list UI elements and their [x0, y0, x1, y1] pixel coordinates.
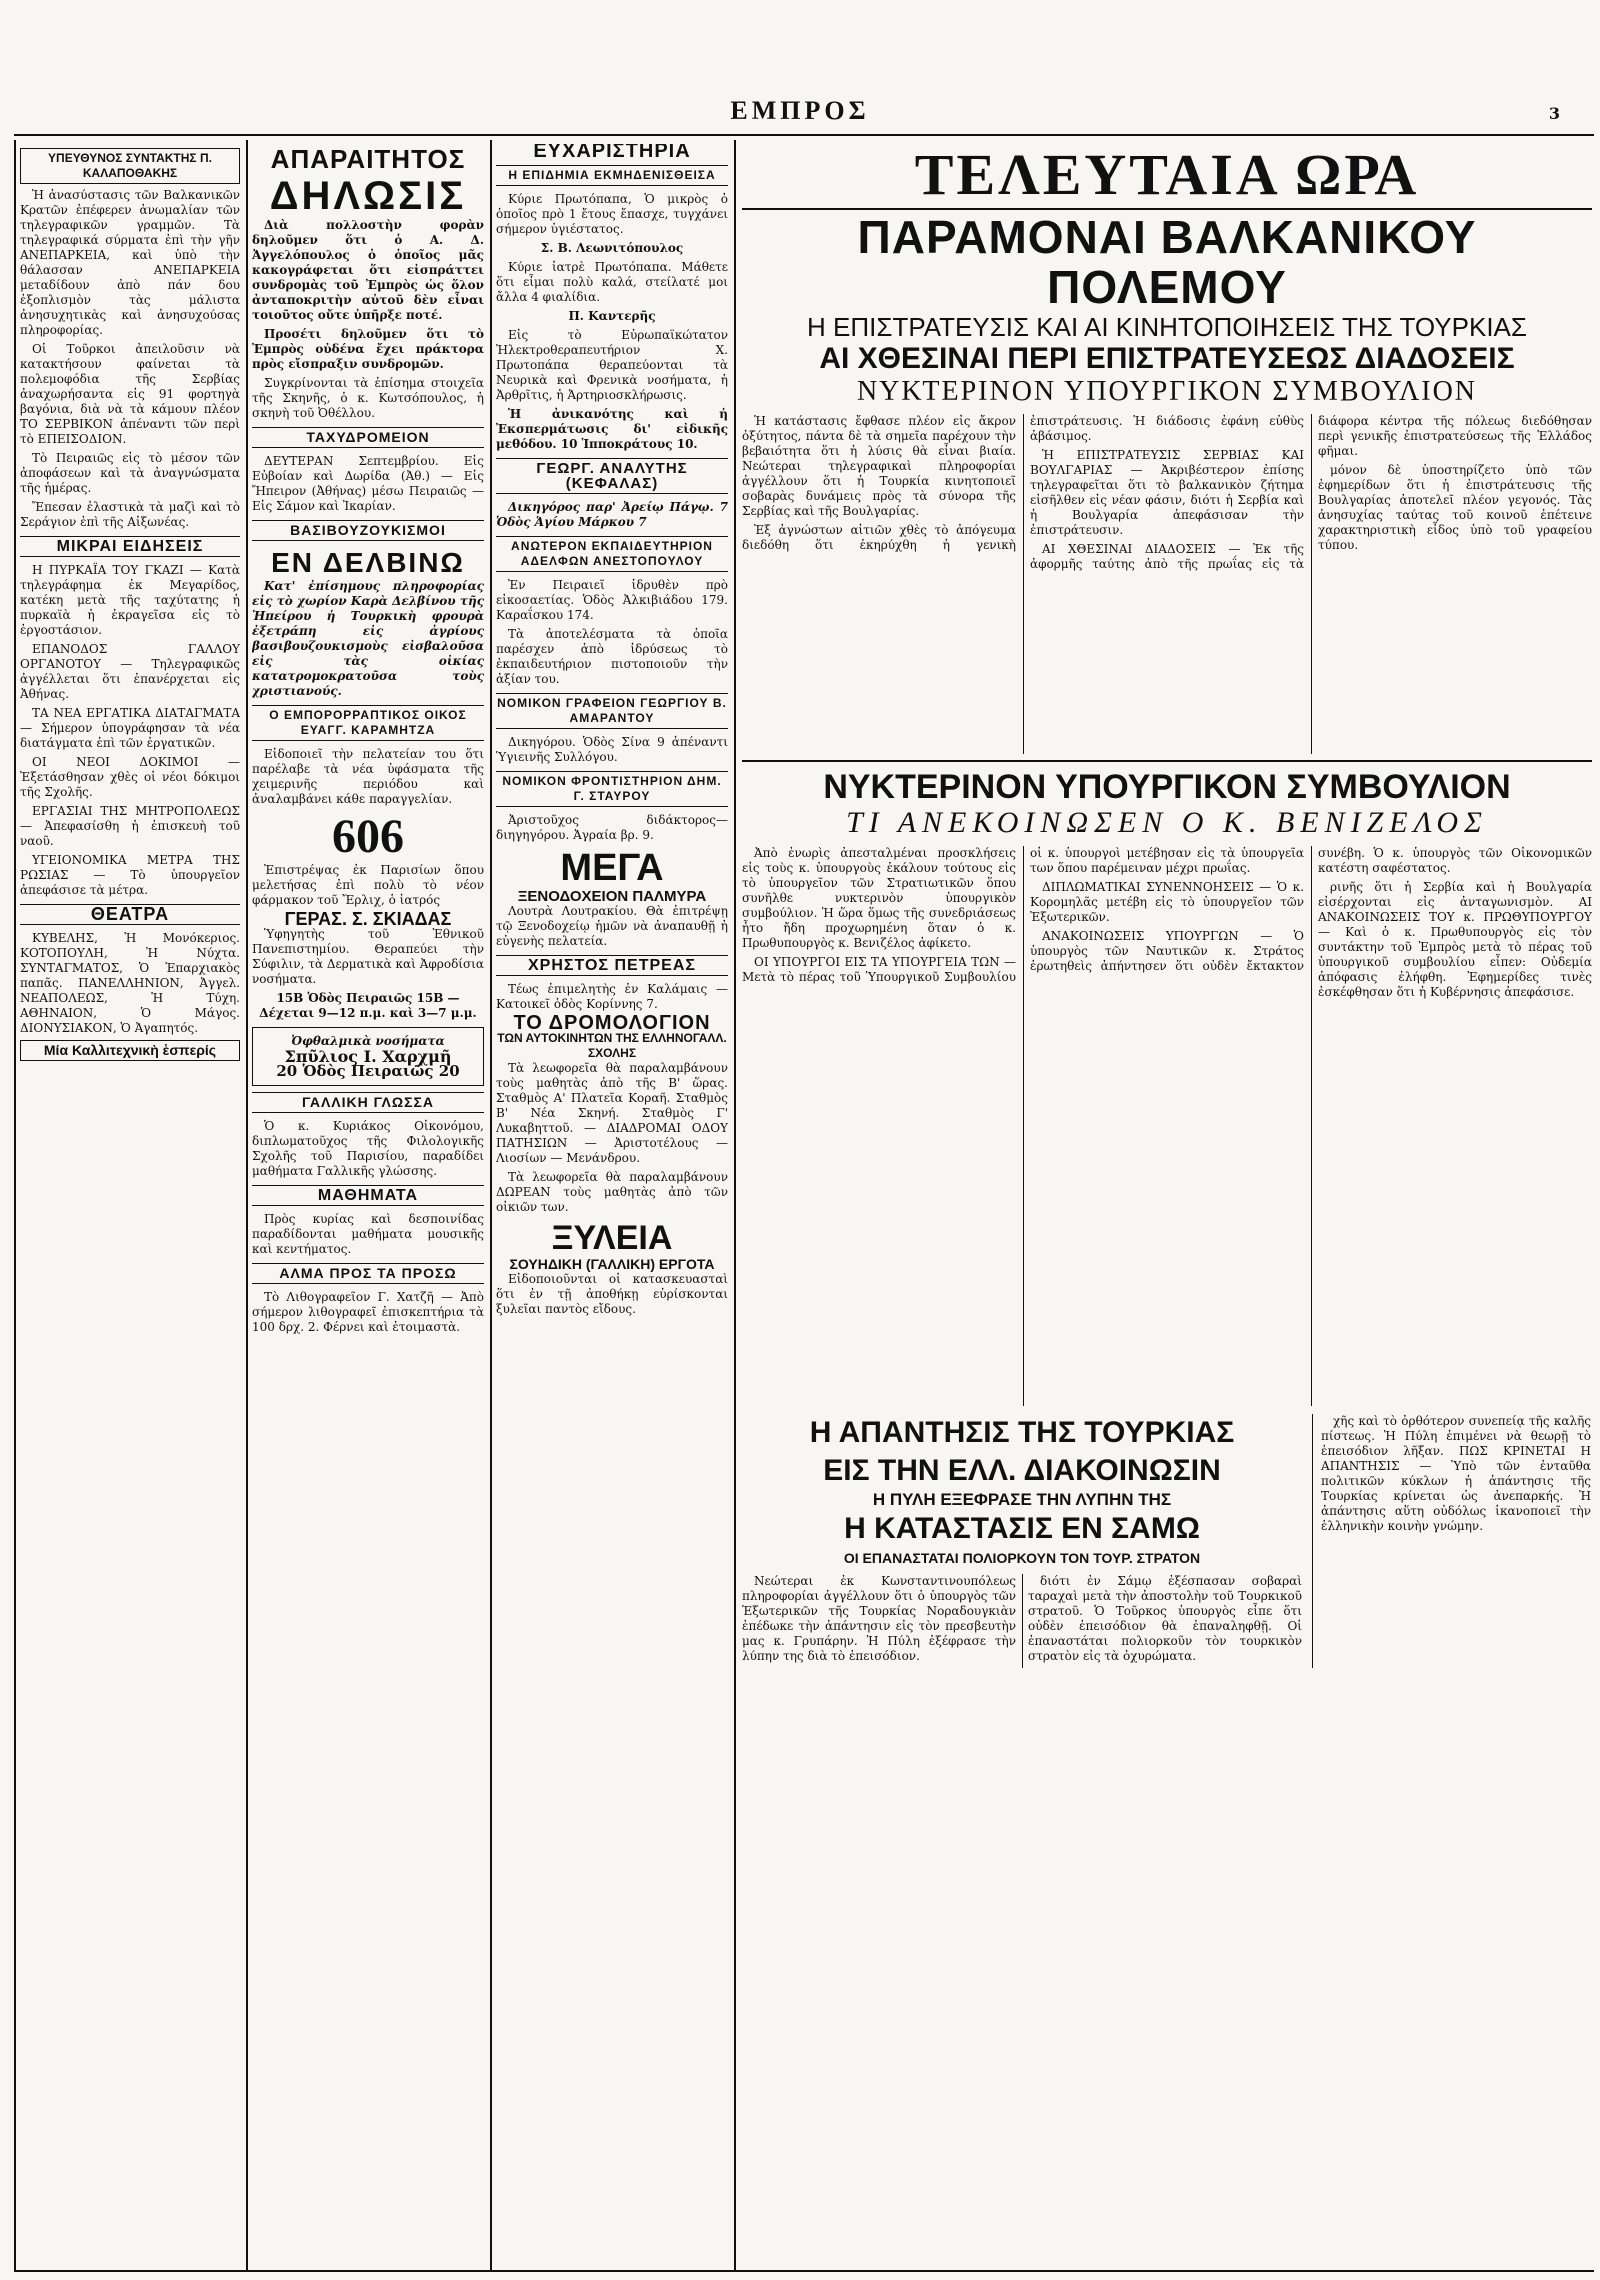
col1-m2: ΕΠΑΝΟΔΟΣ ΓΑΛΛΟΥ ΟΡΓΑΝΟΤΟΥ — Τηλεγραφικῶς ἀγγέλλεται ὅτι ἐπανέρχεται εἰς Ἀθήνας. [20, 642, 240, 701]
col-divider-2 [490, 140, 492, 2270]
box-title: Ὀφθαλμικὰ νοσήματα [291, 1034, 445, 1048]
ad-606-name: ΓΕΡΑΣ. Σ. ΣΚΙΑΔΑΣ [284, 909, 452, 929]
col2-math-p: Πρὸς κυρίας καὶ δεσποινίδας παραδίδονται μαθήματα μουσικῆς καὶ κεντήματος. [252, 1212, 484, 1256]
col3-mega-p: Λουτρὰ Λουτρακίου. Θὰ ἐπιτρέψῃ τῷ Ξενοδοχείῳ ἡμῶν νὰ ἀναπαυθῇ ἡ εὐγενὴς πελατεία. [496, 904, 728, 948]
headline-benizelos: ΤΙ ΑΝΕΚΟΙΝΩΣΕΝ Ο Κ. ΒΕΝΙΖΕΛΟΣ [846, 806, 1488, 839]
right-b1: Ἡ κατάστασις ἔφθασε πλέον εἰς ἄκρον ὀξύτητος, πάντα δὲ τὰ σημεῖα παρέχουν τὴν βεβαιότητα ὅτι ἡ λύσις θὰ εἶναι βιαία. Νεώτεραι τηλεγραφικαὶ πληροφορίαι ἀγγέλλουν ὅτι ἡ Τουρκία κινητοποιεῖ σοβαρὰς δυνάμεις πρὸς τὰ σύνορα τῆς Σερβίας καὶ τῆς Βουλγαρίας. [742, 414, 1016, 518]
page-mark: 3 [1548, 104, 1560, 123]
section-taxydromeion: ΤΑΧΥΔΡΟΜΕΙΟΝ [252, 427, 484, 448]
col3-eyx-p1: Κύριε Πρωτόπαπα, Ὁ μικρὸς ὁ ὁποῖος πρὸ 1 ἔτους ἔπασχε, τυγχάνει σήμερον ὑγιέστατος. [496, 192, 728, 236]
headline-nykterinon-1: ΝΥΚΤΕΡΙΝΟΝ ΥΠΟΥΡΓΙΚΟΝ ΣΥΜΒΟΥΛΙΟΝ [856, 376, 1478, 407]
col2-p1: Διὰ πολλοστὴν φορὰν δηλοῦμεν ὅτι ὁ Α. Δ. Ἀγγελόπουλος ὁ ὁποῖος μᾶς κακογράφεται ὅτι εἰσπράττει συνδρομὰς τοῦ Ἐμπρὸς ὡς ὅλον ἀνταποκριτὴν αὐτοῦ δὲν εἶναι τοιοῦτος οὔτε ὑπῆρξε ποτέ. [252, 218, 484, 322]
masthead [0, 96, 1600, 132]
col2-title2: ΔΗΛΩΣΙΣ [269, 174, 467, 218]
col3-drom-p2: Τὰ λεωφορεῖα θὰ παραλαμβάνουν ΔΩΡΕΑΝ τοὺς μαθητὰς ἀπὸ τῶν οἰκιῶν των. [496, 1170, 728, 1214]
col2-gal-p: Ὁ κ. Κυριάκος Οἰκονόμου, διπλωματοῦχος τῆς Φιλολογικῆς Σχολῆς τοῦ Παρισίου, παραδίδει μαθήματα Γαλλικῆς γλώσσης. [252, 1119, 484, 1178]
col3-nom1-p: Δικηγόρου. Ὁδὸς Σίνα 9 ἀπέναντι Ὑγιεινῆς Συλλόγου. [496, 735, 728, 764]
section-dromologion: ΤΟ ΔΡΟΜΟΛΟΓΙΟΝ [513, 1012, 711, 1034]
section-mathimata: ΜΑΘΗΜΑΤΑ [252, 1185, 484, 1206]
masthead-title: ΕΜΠΡΟΣ [730, 96, 870, 125]
col2-ad606-p: Ἐπιστρέψας ἐκ Παρισίων ὅπου μελετήσας ἐπὶ πολὺ τὸ νέον φάρμακον τοῦ Ἔρλιχ, ὁ ἰατρός [252, 863, 484, 907]
ad-mega-sub: ΞΕΝΟΔΟΧΕΙΟΝ ΠΑΛΜΥΡΑ [517, 888, 707, 905]
ad-anestopoulou: ΑΝΩΤΕΡΟΝ ΕΚΠΑΙΔΕΥΤΗΡΙΟΝ ΑΔΕΛΦΩΝ ΑΝΕΣΤΟΠΟΥΛΟΥ [496, 536, 728, 572]
column-1 [20, 144, 240, 2264]
headline-pyli: Η ΠΥΛΗ ΕΞΕΦΡΑΣΕ ΤΗΝ ΛΥΠΗΝ ΤΗΣ [872, 1490, 1172, 1509]
right-d2: διότι ἐν Σάμῳ ἐξέσπασαν σοβαραὶ ταραχαὶ μετὰ τὴν ἀποστολὴν τοῦ Τουρκικοῦ στρατοῦ. Ὁ Τοῦρκος ὑπουργὸς εἶπε ὅτι οὐδὲν ἐπεισόδιον θὰ ἐπαναληφθῇ. Οἱ ἐπαναστάται πολιορκοῦν τὸν τουρκικὸν στρατὸν εἰς τὰ ὀχυρώματα. [1028, 1574, 1302, 1663]
right-b4: ΑΙ ΧΘΕΣΙΝΑΙ ΔΙΑΔΟΣΕΙΣ — Ἐκ τῆς ἀφορμῆς ταύτης ἀπὸ τῆς πρωΐας εἰς τὰ διάφορα κέντρα τῆς πόλεως διεδόθησαν περὶ γενικῆς ἐπιστρατεύσεως τῆς Ἑλλάδος φῆμαι. [1030, 414, 1592, 571]
col1-p4: Ἔπεσαν ἐλαστικὰ τὰ μαζὶ καὶ τὸ Σεράγιον ἐπὶ τῆς Αἰξωνέας. [20, 500, 240, 529]
col2-taxydr: ΔΕΥΤΕΡΑΝ Σεπτεμβρίου. Εἰς Εὐβοίαν καὶ Δωρίδα (Ἀθ.) — Εἰς Ἤπειρον (Ἀθήνας) μέσω Πειραιῶς — Εἰς Σάμον καὶ Ἰκαρίαν. [252, 454, 484, 513]
section-1-columns [742, 414, 1592, 754]
col3-petr-p: Τέως ἐπιμελητὴς ἐν Καλάμαις — Κατοικεῖ ὁδὸς Κορίννης 7. [496, 982, 728, 1011]
col2-bas-p: Κατ' ἐπίσημους πληροφορίας εἰς τὸ χωρίον Καρὰ Δελβίνου τῆς Ἠπείρου ἡ Τουρκικὴ φρουρὰ ἐξετράπη εἰς ἀγρίους βασιβουζουκισμοὺς εἰσβαλοῦσα εἰς τὰς οἰκίας κατατρομοκρατοῦσα τοὺς χριστιανούς. [252, 579, 484, 698]
right-d3: χῆς καὶ τὸ ὀρθότερον συνεπείᾳ τῆς καλῆς πίστεως. Ἡ Πύλη ἐπιμένει νὰ θεωρῇ τὸ ἐπεισόδιον λῆξαν. ΠΩΣ ΚΡΙΝΕΤΑΙ Η ΑΠΑΝΤΗΣΙΣ — Ὑπὸ τῶν ἐνταῦθα πολιτικῶν κύκλων ἡ ἀπάντησις τῆς Τουρκίας κρίνεται ὡς ἀνεπαρκής. Ἡ ἀπάντησις αὕτη οὐδόλως ἱκανοποιεῖ τὴν ἑλληνικὴν κοινὴν γνώμην. [1321, 1414, 1591, 1533]
col-divider-3 [734, 140, 736, 2270]
ad-analytis: ΓΕΩΡΓ. ΑΝΑΛΥΤΗΣ (ΚΕΦΑΛΑΣ) [496, 458, 728, 494]
col3-eyx-sig1: Σ. Β. Λεωνιτόπουλος [540, 241, 684, 255]
col2-title1: ΑΠΑΡΑΙΤΗΤΟΣ [270, 144, 466, 174]
col2-p2: Προσέτι δηλοῦμεν ὅτι τὸ Ἐμπρὸς οὐδένα ἔχει πράκτορα πρὸς εἴσπραξιν συνδρομῶν. [252, 327, 484, 371]
box-addr: 20 Ὁδὸς Πειραιῶς 20 [276, 1062, 460, 1080]
col2-bas-title: ΕΝ ΔΕΛΒΙΝΩ [271, 547, 465, 578]
col3-eyx-sub: Η ΕΠΙΔΗΜΙΑ ΕΚΜΗΔΕΝΙΣΘΕΙΣΑ [496, 165, 728, 186]
ad-petreas: ΧΡΗΣΤΟΣ ΠΕΤΡΕΑΣ [496, 955, 728, 976]
col3-eyx: ΕΥΧΑΡΙΣΤΗΡΙΑ [533, 144, 691, 162]
headline-teleftaia-ora: ΤΕΛΕΥΤΑΙΑ ΩΡΑ [914, 144, 1420, 207]
headline-epanastatai: ΟΙ ΕΠΑΝΑΣΤΑΤΑΙ ΠΟΛΙΟΡΚΟΥΝ ΤΟΝ ΤΟΥΡ. ΣΤΡΑΤΟΝ [843, 1550, 1201, 1566]
col1-m6: ΥΓΕΙΟΝΟΜΙΚΑ ΜΕΤΡΑ ΤΗΣ ΡΩΣΙΑΣ — Τὸ ὑπουργεῖον ἀπεφάσισε τὰ μέτρα. [20, 853, 240, 897]
headline-epistrateusis: Η ΕΠΙΣΤΡΑΤΕΥΣΙΣ ΚΑΙ ΑΙ ΚΙΝΗΤΟΠΟΙΗΣΕΙΣ ΤΗΣ ΤΟΥΡΚΙΑΣ [807, 312, 1527, 342]
box-name: Σπῦλιος Ι. Χαρχμῆ [284, 1047, 452, 1066]
right-d1: Νεώτεραι ἐκ Κωνσταντινουπόλεως πληροφορίαι ἀγγέλλουν ὅτι ὁ ὑπουργὸς τῶν Ἐξωτερικῶν τῆς Τουρκίας Νοραδουγκιὰν ἐπέδωκε τὴν ἀπάντησιν εἰς τὸν πρεσβευτὴν μας κ. Γρυπάρην. Ἡ Πύλη ἐξέφρασε τὴν λύπην της διὰ τὸ ἐπεισόδιον. [742, 1574, 1016, 1663]
section-theatra: ΘΕΑΤΡΑ [20, 904, 240, 925]
col3-nom2-p: Ἀριστοῦχος διδάκτορος—διηγηγόρου. Ἀγραία βρ. 9. [496, 813, 728, 842]
col2-emp-p: Εἰδοποιεῖ τὴν πελατείαν του ὅτι παρέλαβε τὰ νέα ὑφάσματα τῆς χειμερινῆς περιόδου καὶ ἀναλαμβάνει κάθε παραγγελίαν. [252, 747, 484, 806]
right-c1: Ἀπὸ ἐνωρὶς ἀπεσταλμέναι προσκλήσεις εἰς τοὺς κ. ὑπουργοὺς ἐκάλουν τούτους εἰς τὸ ὑπουργεῖον τῶν Στρατιωτικῶν ὅπου συνῆλθε νυκτερινὸν ὑπουργικὸν συμβούλιον. Ἡ ὥρα ὅμως τῆς συνεδριάσεως ἦτο ἤδη προχωρημένη ὅταν ὁ κ. Πρωθυπουργὸς κ. Βενιζέλος ἀφίκετο. [742, 846, 1016, 950]
col1-m4: ΟΙ ΝΕΟΙ ΔΟΚΙΜΟΙ — Ἐξετάσθησαν χθὲς οἱ νέοι δόκιμοι τῆς Σχολῆς. [20, 755, 240, 799]
headline-nykterinon-2: ΝΥΚΤΕΡΙΝΟΝ ΥΠΟΥΡΓΙΚΟΝ ΣΥΜΒΟΥΛΙΟΝ [823, 768, 1511, 806]
right-c3: ΔΙΠΛΩΜΑΤΙΚΑΙ ΣΥΝΕΝΝΟΗΣΕΙΣ — Ὁ κ. Κορομηλᾶς μετέβη εἰς τὸ ὑπουργεῖον τῶν Ἐξωτερικῶν. [1030, 880, 1304, 924]
right-c4: ΑΝΑΚΟΙΝΩΣΕΙΣ ΥΠΟΥΡΓΩΝ — Ὁ ὑπουργὸς τῶν Ναυτικῶν κ. Στράτος ἐρωτηθεὶς ἀπήντησεν ὅτι οὐδὲν ἔκτακτον συνέβη. Ὁ κ. ὑπουργὸς τῶν Οἰκονομικῶν κατέστη σαφέστατος. [1030, 846, 1592, 973]
section-galliki-glossa: ΓΑΛΛΙΚΗ ΓΛΩΣΣΑ [252, 1092, 484, 1113]
column-2 [252, 144, 484, 2264]
dromologion-sub: ΤΩΝ ΑΥΤΟΚΙΝΗΤΩΝ ΤΗΣ ΕΛΛΗΝΟΓΑΛΛ. ΣΧΟΛΗΣ [497, 1031, 727, 1060]
section-mikrai-eidiseis: ΜΙΚΡΑΙ ΕΙΔΗΣΕΙΣ [20, 536, 240, 557]
turkey-answer-block [742, 1414, 1302, 1668]
col2-p3: Συγκρίνονται τὰ ἐπίσημα στοιχεῖα τῆς Σκηνῆς, ὁ κ. Κωτσόπουλος, ἡ σκηνὴ τοῦ Ὀθέλλου. [252, 376, 484, 420]
headline-apantisis: Η ΑΠΑΝΤΗΣΙΣ ΤΗΣ ΤΟΥΡΚΙΑΣ [809, 1416, 1235, 1449]
col3-anest-p: Ἐν Πειραιεῖ ἱδρυθὲν πρὸ εἰκοσαετίας. Ὁδὸς Ἀλκιβιάδου 179. Καραΐσκου 174. [496, 578, 728, 622]
right-b3: Ἡ ΕΠΙΣΤΡΑΤΕΥΣΙΣ ΣΕΡΒΙΑΣ ΚΑΙ ΒΟΥΛΓΑΡΙΑΣ — Ἀκριβέστερον ἐπίσης τηλεγραφεῖται ὅτι τὸ βαλκανικὸν ζήτημα εἰσῆλθεν εἰς νέαν φάσιν, διότι ἡ Σερβία καὶ ἡ Βουλγαρία ἀπεφάσισαν τὴν ἐπιστράτευσιν. [1030, 448, 1304, 537]
ad-mega: ΜΕΓΑ [560, 847, 664, 889]
col1-lead: Ἡ ἀνασύστασις τῶν Βαλκανικῶν Κρατῶν ἐπέφερεν ἀνωμαλίαν τῶν τηλεγραφικῶν γραμμῶν. Τὰ τηλεγραφικά σύρματα ἐπὶ τὴν γῆν ΑΝΕΠΑΡΚΕΙΑ, καὶ ὑπὸ τὴν θάλασσαν ΑΝΕΠΑΡΚΕΙΑ μεταδίδουν ἀπὸ πάν δου ἐξοπλισμὸν τὰς μάλιστα ἀνησυχητικὰς καὶ ἀνησυχούσας πληροφορίας. [20, 188, 240, 337]
section-2-columns [742, 846, 1592, 1406]
ad-xyleia: ΞΥΛΕΙΑ [551, 1219, 673, 1257]
ad-nomikon-1: ΝΟΜΙΚΟΝ ΓΡΑΦΕΙΟΝ ΓΕΩΡΓΙΟΥ Β. ΑΜΑΡΑΝΤΟΥ [496, 693, 728, 729]
col1-m1: Η ΠΥΡΚΑΪΑ ΤΟΥ ΓΚΑΖΙ — Κατὰ τηλεγράφημα ἐκ Μεγαρίδος, κατέκη μετὰ τῆς ταχύτατης ἡ πυρκαϊὰ ἡ ἐκραγεῖσα εἰς τὸ ἐργοστάσιον. [20, 563, 240, 637]
top-rule [14, 134, 1594, 136]
right-c5: ρινῆς ὅτι ἡ Σερβία καὶ ἡ Βουλγαρία εἰσέρχονται εἰς ἀνταγωνισμὸν. ΑΙ ΑΝΑΚΟΙΝΩΣΕΙΣ ΤΟΥ κ. ΠΡΩΘΥΠΟΥΡΓΟΥ — Καὶ ὁ κ. Πρωθυπουργὸς εἰς τὸν συντάκτην τοῦ Ἐμπρὸς μετὰ τὸ πέρας τοῦ ὑπουργικοῦ συμβουλίου εἶπεν: Οὐδεμία ἀπόφασις ἐλήφθη. Ἐφημερίδες τινὲς ἐσκέφθησαν ὅτι ἡ Κυβέρνησις ἀπεφάσισε. [1318, 880, 1592, 999]
col3-drom-p: Τὰ λεωφορεῖα θὰ παραλαμβάνουν τοὺς μαθητὰς ἀπὸ τῆς Β' ὥρας. Σταθμὸς Α' Πλατεῖα Κοραῆ. Σταθμὸς Β' Νέα Σκηνή. Σταθμὸς Γ' Λυκαβηττοῦ. — ΔΙΑΔΡΟΜΑΙ ΟΔΟΥ ΠΑΤΗΣΙΩΝ — Ἀριστοτέλους — Λιοσίων — Μενάνδρου. [496, 1061, 728, 1165]
col1-m3: ΤΑ ΝΕΑ ΕΡΓΑΤΙΚΑ ΔΙΑΤΑΓΜΑΤΑ — Σήμερον ὑπογράφησαν τὰ νέα διατάγματα ἐπὶ τῶν ἐργατικῶν. [20, 706, 240, 750]
col1-p3: Τὸ Πειραιῶς εἰς τὸ μέσον τῶν ἀποφάσεων καὶ τὰ ἀναγνώσματα τῆς ἡμέρας. [20, 451, 240, 495]
right-c2: ΟΙ ΥΠΟΥΡΓΟΙ ΕΙΣ ΤΑ ΥΠΟΥΡΓΕΙΑ ΤΩΝ — Μετὰ τὸ πέρας τοῦ Ὑπουργικοῦ Συμβουλίου οἱ κ. ὑπουργοὶ μετέβησαν εἰς τὰ ὑπουργεῖα των ὅπου παρέμειναν μέχρι πρωΐας. [742, 846, 1304, 984]
column-3 [496, 144, 728, 2264]
section-basibouzoukismoi: ΒΑΣΙΒΟΥΖΟΥΚΙΣΜΟΙ [252, 520, 484, 541]
col3-eyx-p4: Ἡ ἀνικανότης καὶ ἡ Ἐκσπερμάτωσις δι' εἰδικῆς μεθόδου. 10 Ἱπποκράτους 10. [496, 407, 728, 451]
col1-theatra: ΚΥΒΕΛΗΣ, Ἡ Μονόκεριος. ΚΟΤΟΠΟΥΛΗ, Ἡ Νύχτα. ΣΥΝΤΑΓΜΑΤΟΣ, Ὁ Ἐπαρχιακὸς παπᾶς. ΠΑΝΕΛΛΗΝΙΟΝ, Ἀγγελ. ΝΕΑΠΟΛΕΩΣ, Ἡ Τύχη. ΑΘΗΝΑΙΟΝ, Ὁ Μάγος. ΔΙΟΝΥΣΙΑΚΟΝ, Ὁ Ἀγαπητός. [20, 931, 240, 1035]
turkey-columns [742, 1574, 1302, 1668]
editor-label: ΥΠΕΥΘΥΝΟΣ ΣΥΝΤΑΚΤΗΣ Π. ΚΑΛΑΠΟΘΑΚΗΣ [20, 148, 240, 184]
col2-ad606-addr: 15Β Ὁδὸς Πειραιῶς 15Β — Δέχεται 9—12 π.μ. καὶ 3—7 μ.μ. [259, 991, 477, 1020]
right-b5: μόνον δὲ ὑποστηρίζετο ὑπὸ τῶν ἐφημερίδων ὅτι ἡ ἐπιστράτευσις τῆς Βουλγαρίας ἀποτελεῖ πλέον γεγονός. Τὰς ἀνησυχίας ταύτας τοῦ κοινοῦ ἐπέτεινε χαρακτηριστικὴ εἶδος ὑπὸ τοῦ γραφείου τύπου. [1318, 463, 1592, 552]
headline-samos: Η ΚΑΤΑΣΤΑΣΙΣ ΕΝ ΣΑΜΩ [844, 1512, 1200, 1545]
section-emporrraptikos: Ο ΕΜΠΟΡΟΡΡΑΠΤΙΚΟΣ ΟΙΚΟΣ ΕΥΑΓΓ. ΚΑΡΑΜΗΤΖΑ [252, 705, 484, 741]
col1-footer-ad: Μία Καλλιτεχνικὴ ἑσπερίς [20, 1040, 240, 1061]
col1-p2: Οἱ Τοῦρκοι ἀπειλοῦσιν νὰ κατακτήσουν φαίνεται τὰ πολεμοφόδια τῆς Σερβίας ἀναχωρήσαντα εἰς 91 φορτηγὰ βαγόνια, διὰ νὰ τὰ κάμουν πλέον ΤΟ ΣΕΡΒΙΚΟΝ ἀπέναντι τῶν περὶ τὸ ΕΠΕΙΣΟΔΙΟΝ. [20, 342, 240, 446]
left-border [14, 140, 16, 2270]
ad-nomikon-2: ΝΟΜΙΚΟΝ ΦΡΟΝΤΙΣΤΗΡΙΟΝ ΔΗΜ. Γ. ΣΤΑΥΡΟΥ [496, 771, 728, 807]
col3-anest-p2: Τὰ ἀποτελέσματα τὰ ὁποῖα παρέσχεν ἀπὸ ἱδρύσεως τὸ ἐκπαιδευτήριον πιστοποιοῦν τὴν ἀξίαν του. [496, 627, 728, 686]
col2-alma-p: Τὸ Λιθογραφεῖον Γ. Χατζῆ — Ἀπὸ σήμερον λιθογραφεῖ ἐπισκεπτήρια τὰ 100 δρχ. 2. Φέρνει καὶ ἑτοιμαστὰ. [252, 1290, 484, 1334]
rule [742, 760, 1592, 762]
col3-eyx-p2: Κύριε ἰατρὲ Πρωτόπαπα. Μάθετε ὅτι εἶμαι πολὺ καλά, στείλατέ μοι ἄλλα 4 φιαλίδια. [496, 260, 728, 304]
col1-m5: ΕΡΓΑΣΙΑΙ ΤΗΣ ΜΗΤΡΟΠΟΛΕΩΣ — Ἀπεφασίσθη ἡ ἐπισκευὴ τοῦ ναοῦ. [20, 804, 240, 848]
section-alma: ΑΛΜΑ ΠΡΟΣ ΤΑ ΠΡΟΣΩ [252, 1263, 484, 1284]
headline-paramonai: ΠΑΡΑΜΟΝΑΙ ΒΑΛΚΑΝΙΚΟΥ ΠΟΛΕΜΟΥ [857, 211, 1477, 313]
headline-chthesinai: ΑΙ ΧΘΕΣΙΝΑΙ ΠΕΡΙ ΕΠΙΣΤΡΑΤΕΥΣΕΩΣ ΔΙΑΔΟΣΕΙΣ [819, 342, 1515, 375]
col2-ad606-p2: Ὑφηγητὴς τοῦ Ἐθνικοῦ Πανεπιστημίου. Θεραπεύει τὴν Σύφιλιν, τὰ Δερματικὰ καὶ Ἀφροδίσια νοσήματα. [252, 927, 484, 986]
col3-xyl-p: Εἰδοποιοῦνται οἱ κατασκευασταὶ ὅτι ἐν τῇ ἀποθήκῃ εὑρίσκονται ξυλεῖαι παντὸς εἴδους. [496, 1272, 728, 1316]
col3-eyx-sig2: Π. Καντερῆς [568, 309, 656, 323]
ad-box-ophthalmika [252, 1027, 484, 1086]
col-divider-1 [246, 140, 248, 2270]
col3-anal-p: Δικηγόρος παρ' Ἀρείῳ Πάγῳ. 7 Ὁδὸς Ἁγίου Μάρκου 7 [496, 500, 728, 529]
main-news-area [742, 144, 1592, 2264]
bottom-rule [14, 2270, 1594, 2272]
col3-eyx-p3: Εἰς τὸ Εὐρωπαϊκώτατον Ἠλεκτροθεραπευτήριον Χ. Πρωτοπάπα θεραπεύονται τὰ Νευρικὰ καὶ Φρενικὰ νοσήματα, ἡ Ἀρθρῖτις, ἡ Ἀρτηριοσκλήρωσις. [496, 328, 728, 402]
turkey-side-column [1312, 1414, 1591, 1668]
xyleia-sub: ΣΟΥΗΔΙΚΗ (ΓΑΛΛΙΚΗ) ΕΡΓΟΤΑ [509, 1256, 715, 1272]
right-b2: Ἐξ ἀγνώστων αἰτιῶν χθὲς τὸ ἀπόγευμα διεδόθη ὅτι ἐκηρύχθη ἡ γενικὴ ἐπιστράτευσις. Ἡ διάδοσις ἐφάνη εὐθὺς ἀβάσιμος. [742, 414, 1304, 552]
ad-606: 606 [332, 810, 404, 863]
section-3-row [742, 1414, 1592, 1668]
rule [742, 208, 1592, 210]
headline-diakoinosin: ΕΙΣ ΤΗΝ ΕΛΛ. ΔΙΑΚΟΙΝΩΣΙΝ [823, 1454, 1221, 1487]
